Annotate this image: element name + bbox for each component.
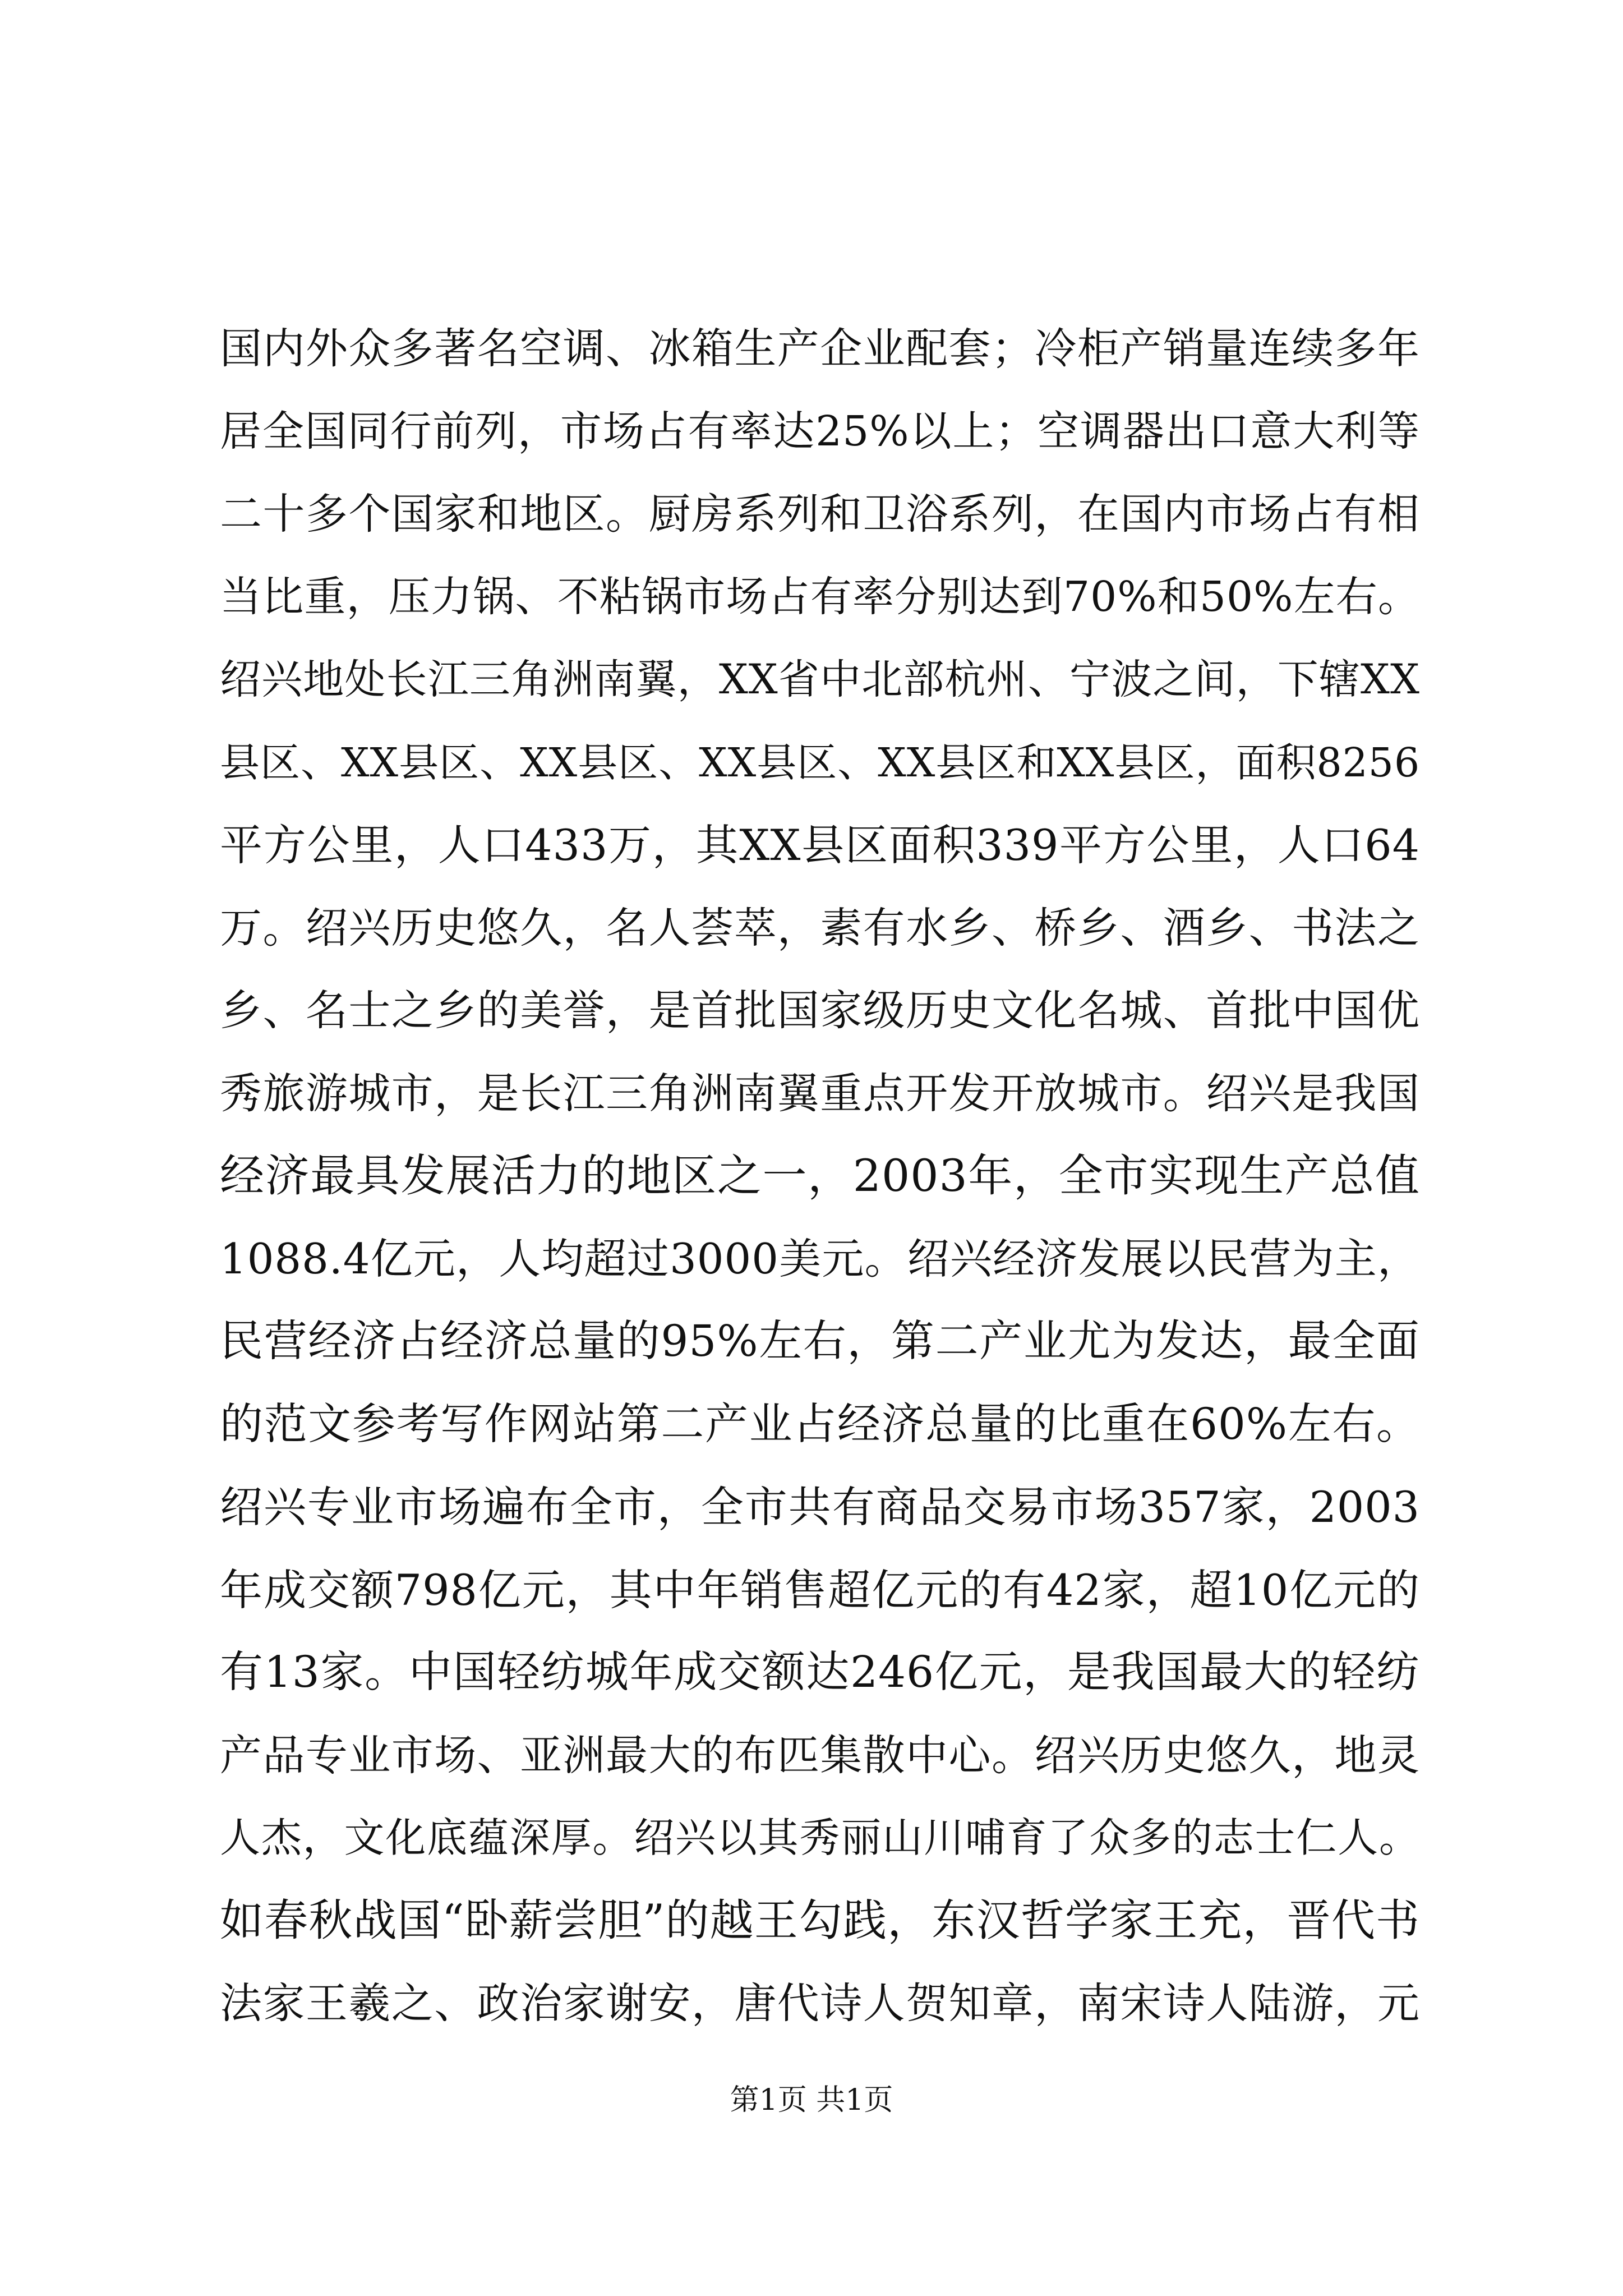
text-line: 绍兴地处长江三角洲南翼，XX省中北部杭州、宁波之间，下辖XX xyxy=(220,656,1420,703)
text-line: 居全国同行前列，市场占有率达25%以上；空调器出口意大利等 xyxy=(220,407,1420,455)
text-line: 平方公里，人口433万，其XX县区面积339平方公里，人口64 xyxy=(220,820,1420,870)
text-line: 1088.4亿元，人均超过3000美元。绍兴经济发展以民营为主， xyxy=(220,1234,1420,1283)
text-line: 万。绍兴历史悠久，名人荟萃，素有水乡、桥乡、酒乡、书法之 xyxy=(220,903,1420,953)
body-text xyxy=(220,307,1420,2045)
text-line: 国内外众多著名空调、冰箱生产企业配套；冷柜产销量连续多年 xyxy=(220,324,1420,373)
text-line: 绍兴专业市场遍布全市，全市共有商品交易市场357家，2003 xyxy=(220,1482,1420,1532)
text-line: 如春秋战国“卧薪尝胆”的越王勾践，东汉哲学家王充，晋代书 xyxy=(220,1895,1420,1946)
text-line: 人杰，文化底蕴深厚。绍兴以其秀丽山川哺育了众多的志士仁人。 xyxy=(220,1814,1420,1861)
text-line: 的范文参考写作网站第二产业占经济总量的比重在60%左右。 xyxy=(220,1399,1420,1450)
text-line: 年成交额798亿元，其中年销售超亿元的有42家，超10亿元的 xyxy=(220,1565,1420,1615)
text-line: 民营经济占经济总量的95%左右，第二产业尤为发达，最全面 xyxy=(220,1317,1420,1366)
text-line: 有13家。中国轻纺城年成交额达246亿元，是我国最大的轻纺 xyxy=(220,1648,1420,1697)
text-line: 产品专业市场、亚洲最大的布匹集散中心。绍兴历史悠久，地灵 xyxy=(220,1730,1420,1780)
page-footer: 第1页 共1页 xyxy=(730,2083,893,2117)
text-line: 秀旅游城市，是长江三角洲南翼重点开发开放城市。绍兴是我国 xyxy=(220,1068,1420,1118)
text-line: 当比重，压力锅、不粘锅市场占有率分别达到70%和50%左右。 xyxy=(220,572,1420,621)
text-line: 法家王羲之、政治家谢安，唐代诗人贺知章，南宋诗人陆游，元 xyxy=(220,1978,1420,2028)
text-line: 二十多个国家和地区。厨房系列和卫浴系列，在国内市场占有相 xyxy=(220,489,1420,539)
text-line: 经济最具发展活力的地区之一，2003年，全市实现生产总值 xyxy=(220,1150,1420,1202)
text-line: 乡、名士之乡的美誉，是首批国家级历史文化名城、首批中国优 xyxy=(220,986,1420,1035)
text-line: 县区、XX县区、XX县区、XX县区、XX县区和XX县区，面积8256 xyxy=(220,739,1421,786)
